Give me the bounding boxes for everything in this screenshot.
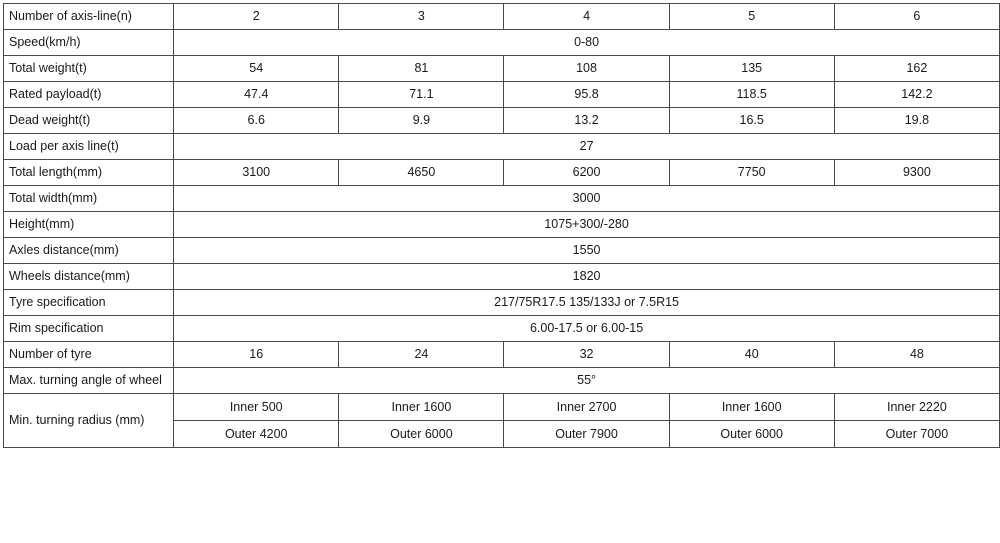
table-cell-merged: 55° — [174, 368, 1000, 394]
table-cell: 16.5 — [669, 108, 834, 134]
row-label: Dead weight(t) — [4, 108, 174, 134]
table-cell: 118.5 — [669, 82, 834, 108]
table-row — [4, 56, 1000, 82]
table-row — [4, 342, 1000, 368]
table-row — [4, 290, 1000, 316]
table-cell: 6 — [834, 4, 999, 30]
table-cell: Inner 2700 — [504, 394, 669, 421]
row-label: Min. turning radius (mm) — [4, 394, 174, 448]
table-row — [4, 212, 1000, 238]
table-cell: Outer 7900 — [504, 421, 669, 448]
table-row — [4, 186, 1000, 212]
row-label: Tyre specification — [4, 290, 174, 316]
table-cell: Outer 6000 — [669, 421, 834, 448]
table-cell: 6.6 — [174, 108, 339, 134]
table-cell: 32 — [504, 342, 669, 368]
table-row — [4, 4, 1000, 30]
table-cell: Inner 500 — [174, 394, 339, 421]
table-cell-merged: 0-80 — [174, 30, 1000, 56]
table-cell: 71.1 — [339, 82, 504, 108]
table-cell: 19.8 — [834, 108, 999, 134]
table-cell-merged: 6.00-17.5 or 6.00-15 — [174, 316, 1000, 342]
table-cell: 48 — [834, 342, 999, 368]
row-label: Axles distance(mm) — [4, 238, 174, 264]
row-label: Wheels distance(mm) — [4, 264, 174, 290]
table-row — [4, 134, 1000, 160]
table-cell-merged: 1820 — [174, 264, 1000, 290]
table-cell: 135 — [669, 56, 834, 82]
table-cell: 3100 — [174, 160, 339, 186]
row-label: Max. turning angle of wheel — [4, 368, 174, 394]
table-row — [4, 82, 1000, 108]
table-cell: 81 — [339, 56, 504, 82]
table-cell: 7750 — [669, 160, 834, 186]
table-cell: 2 — [174, 4, 339, 30]
table-cell: 4 — [504, 4, 669, 30]
table-cell: Outer 4200 — [174, 421, 339, 448]
row-label: Total weight(t) — [4, 56, 174, 82]
row-label: Speed(km/h) — [4, 30, 174, 56]
table-cell: 24 — [339, 342, 504, 368]
table-cell: 9300 — [834, 160, 999, 186]
table-cell: 47.4 — [174, 82, 339, 108]
row-label: Rim specification — [4, 316, 174, 342]
table-body — [4, 4, 1000, 448]
table-cell: 95.8 — [504, 82, 669, 108]
table-cell-merged: 27 — [174, 134, 1000, 160]
table-cell: 5 — [669, 4, 834, 30]
table-row — [4, 160, 1000, 186]
table-cell-merged: 217/75R17.5 135/133J or 7.5R15 — [174, 290, 1000, 316]
row-label: Total length(mm) — [4, 160, 174, 186]
row-label: Number of axis-line(n) — [4, 4, 174, 30]
row-label: Load per axis line(t) — [4, 134, 174, 160]
table-cell: Inner 2220 — [834, 394, 999, 421]
table-cell: 9.9 — [339, 108, 504, 134]
table-row — [4, 108, 1000, 134]
table-cell: 13.2 — [504, 108, 669, 134]
table-row — [4, 316, 1000, 342]
table-row — [4, 30, 1000, 56]
row-label: Height(mm) — [4, 212, 174, 238]
table-cell: 3 — [339, 4, 504, 30]
table-cell: 162 — [834, 56, 999, 82]
table-cell-merged: 3000 — [174, 186, 1000, 212]
table-row — [4, 238, 1000, 264]
table-cell: Inner 1600 — [669, 394, 834, 421]
table-cell: 54 — [174, 56, 339, 82]
table-cell: Outer 7000 — [834, 421, 999, 448]
table-cell: Inner 1600 — [339, 394, 504, 421]
table-cell: 16 — [174, 342, 339, 368]
table-cell: 6200 — [504, 160, 669, 186]
row-label: Total width(mm) — [4, 186, 174, 212]
table-row — [4, 394, 1000, 421]
table-row — [4, 368, 1000, 394]
table-cell: 40 — [669, 342, 834, 368]
table-cell: 4650 — [339, 160, 504, 186]
table-row — [4, 264, 1000, 290]
table-cell: 108 — [504, 56, 669, 82]
table-cell: 142.2 — [834, 82, 999, 108]
table-cell-merged: 1075+300/-280 — [174, 212, 1000, 238]
row-label: Number of tyre — [4, 342, 174, 368]
table-cell: Outer 6000 — [339, 421, 504, 448]
table-cell-merged: 1550 — [174, 238, 1000, 264]
specification-table — [3, 3, 1000, 448]
row-label: Rated payload(t) — [4, 82, 174, 108]
